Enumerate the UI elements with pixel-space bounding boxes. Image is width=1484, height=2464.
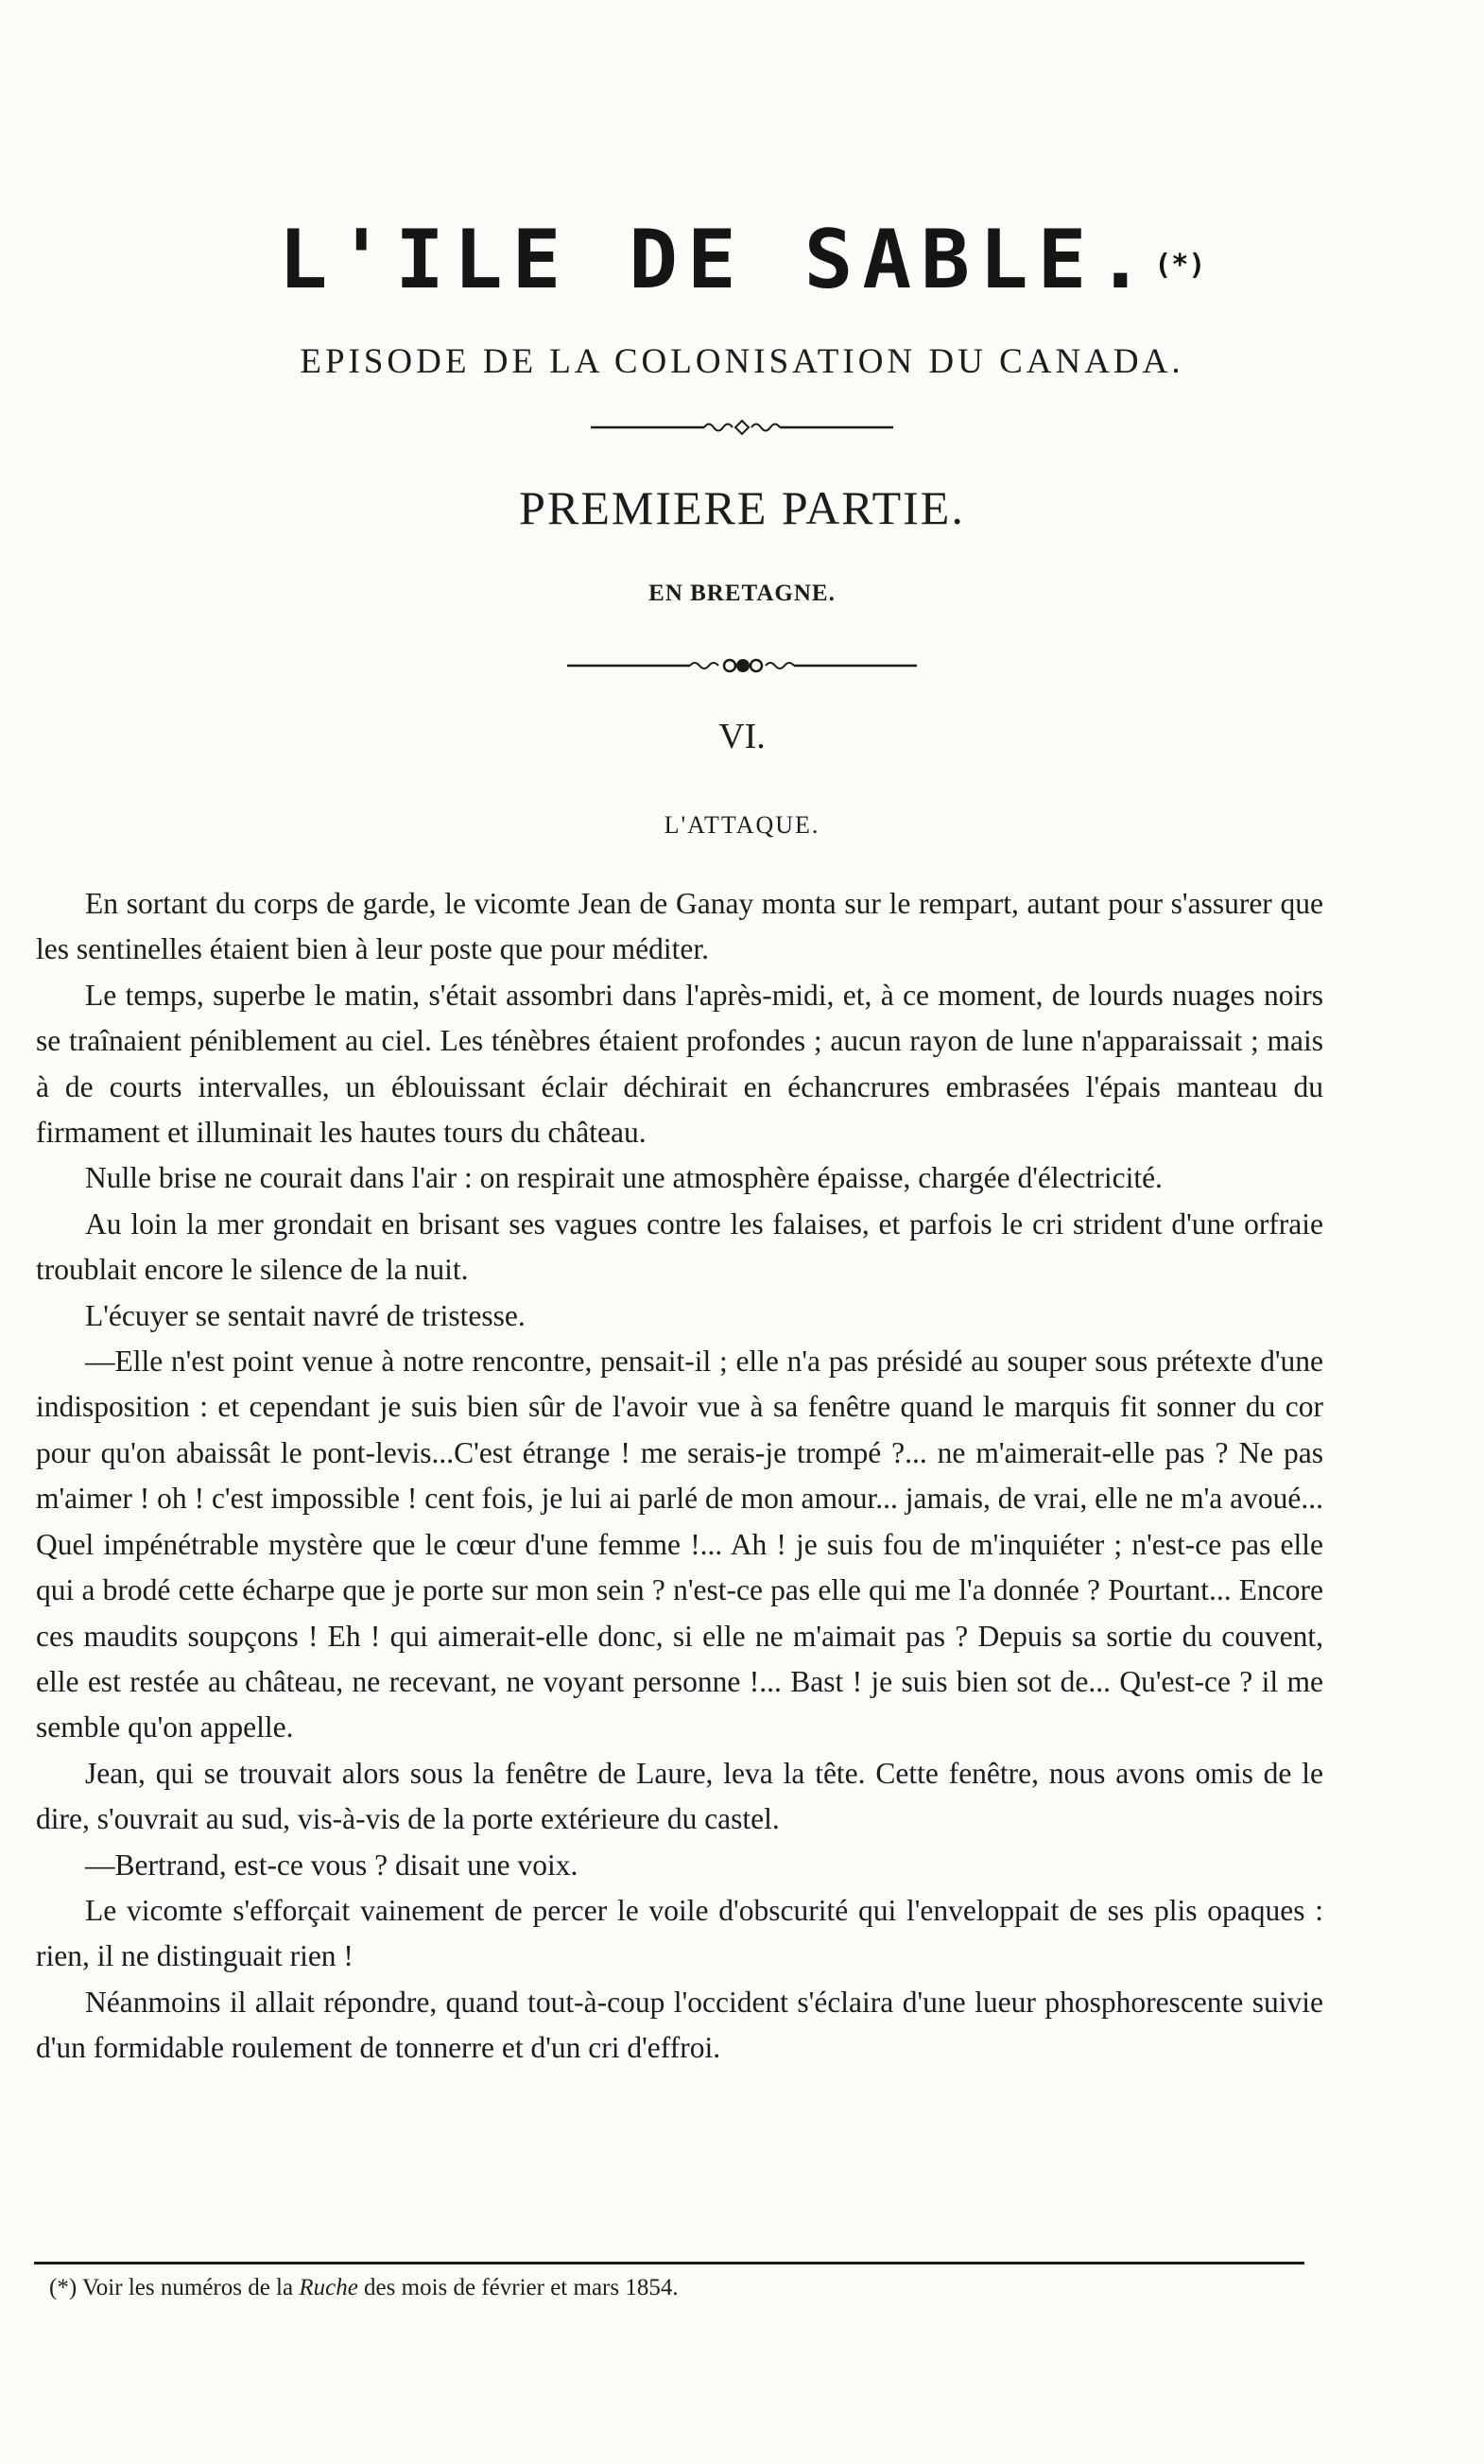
paragraph: L'écuyer se sentait navré de tristesse. — [85, 1298, 526, 1332]
title-text: L'ILE DE SABLE. — [278, 213, 1155, 307]
page-title — [0, 213, 1484, 307]
paragraph: Jean, qui se trouvait alors sous la fenêtre de Laure, leva la tête. Cette fenêtre, nous avons omis de le dire, s'ouvrait au sud, vis-à-vis de la porte extérieure du castel. — [36, 1756, 1323, 1836]
part-subheading: EN BRETAGNE. — [648, 581, 836, 606]
paragraph: En sortant du corps de garde, le vicomte Jean de Ganay monta sur le rempart, autant pour s'assurer que les sentinelles étaient bien à leur poste que pour méditer. — [36, 887, 1323, 966]
paragraph: —Bertrand, est-ce vous ? disait une voix. — [85, 1848, 578, 1882]
paragraph: Le vicomte s'efforçait vainement de percer le voile d'obscurité qui l'enveloppait de ses plis opaques : rien, il ne distinguait rien ! — [36, 1893, 1323, 1973]
title-footnote-mark: (*) — [1154, 249, 1206, 282]
paragraph: Le temps, superbe le matin, s'était assombri dans l'après-midi, et, à ce moment, de lourds nuages noirs se traînaient péniblement au ciel. Les ténèbres étaient profondes ; aucun rayon de lune n'apparaissait ; mais à de courts intervalles, un éblouissant éclair déchirait en échancrures embrasées l'épais manteau du firmament et illuminait les hautes tours du château. — [36, 978, 1323, 1150]
footnote-journal-name: Ruche — [299, 2275, 358, 2300]
paragraph: Néanmoins il allait répondre, quand tout-à-coup l'occident s'éclaira d'une lueur phosphorescente suivie d'un formidable roulement de tonnerre et d'un cri d'effroi. — [36, 1985, 1323, 2065]
chapter-number: VI. — [718, 717, 766, 756]
subtitle: EPISODE DE LA COLONISATION DU CANADA. — [300, 342, 1184, 381]
chapter-title: L'ATTAQUE. — [664, 811, 820, 839]
footnote — [49, 2269, 1306, 2307]
body-text — [36, 881, 1323, 2072]
footnote-text-after: des mois de février et mars 1854. — [364, 2275, 679, 2300]
footnote-mark: (*) — [49, 2275, 78, 2300]
footnote-rule — [34, 2262, 1304, 2264]
paragraph: Nulle brise ne courait dans l'air : on respirait une atmosphère épaisse, chargée d'électricité. — [85, 1161, 1163, 1195]
ornament-flourish-icon — [567, 654, 917, 677]
paragraph: Au loin la mer grondait en brisant ses vagues contre les falaises, et parfois le cri strident d'une orfraie troublait encore le silence de la nuit. — [36, 1206, 1323, 1287]
footnote-text-before: Voir les numéros de la — [81, 2275, 294, 2300]
ornament-divider-top — [0, 418, 1484, 442]
paragraph: —Elle n'est point venue à notre rencontre, pensait-il ; elle n'a pas présidé au souper sous prétexte d'une indisposition : et cependant je suis bien sûr de l'avoir vue à sa fenêtre quand le marquis fit sonner du cor pour qu'on abaissât le pont-levis...C'est étrange ! me serais-je trompé ?... ne m'aimerait-elle pas ? Ne pas m'aimer ! oh ! c'est impossible ! cent fois, je lui ai parlé de mon amour... jamais, de vrai, elle ne m'a avoué... Quel impénétrable mystère que le cœur d'une femme !... Ah ! je suis fou de m'inquiéter ; n'est-ce pas elle qui a brodé cette écharpe que je porte sur mon sein ? n'est-ce pas elle qui me l'a donnée ? Pourtant... Encore ces maudits soupçons ! Eh ! qui aimerait-elle donc, si elle ne m'aimait pas ? Depuis sa sortie du couvent, elle est restée au château, ne recevant, ne voyant personne !... Bast ! je suis bien sot de... Qu'est-ce ? il me semble qu'on appelle. — [36, 1345, 1323, 1744]
ornament-divider-middle — [0, 654, 1484, 682]
part-heading: PREMIERE PARTIE. — [519, 481, 965, 534]
ornament-rule-icon — [591, 418, 893, 437]
